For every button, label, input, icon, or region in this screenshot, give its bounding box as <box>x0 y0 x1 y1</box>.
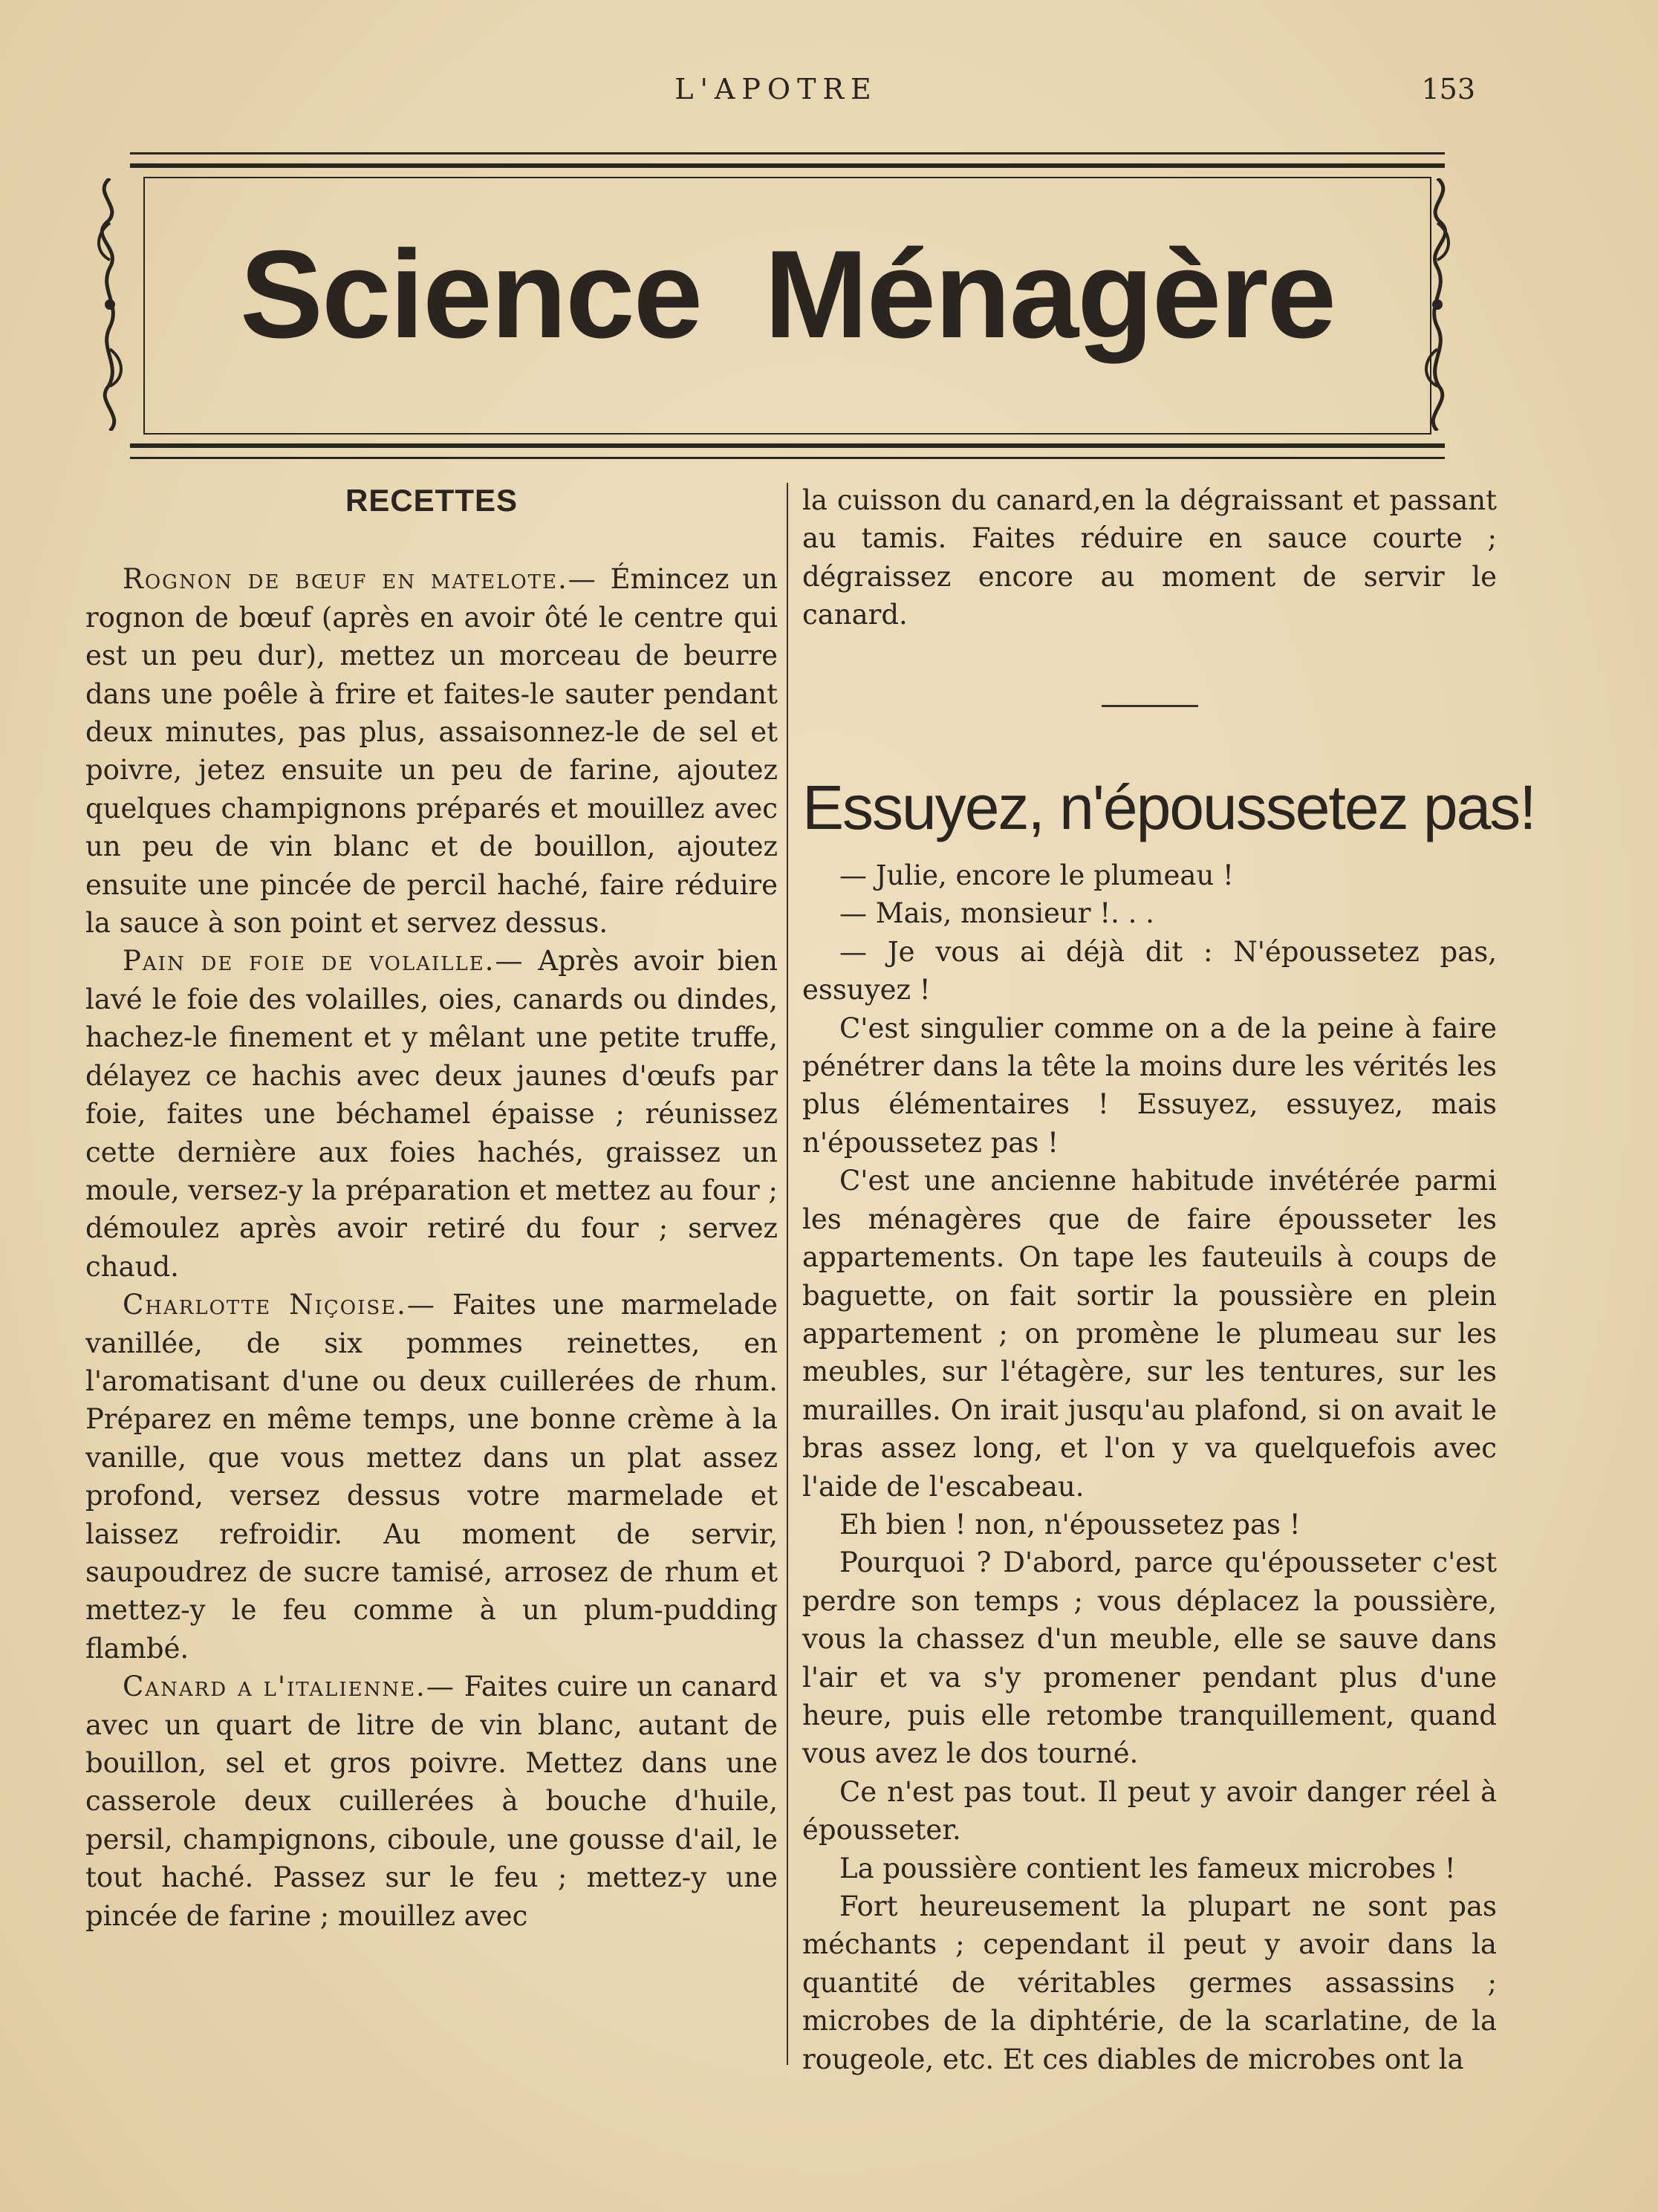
article-paragraph: C'est singulier comme on a de la peine à faire pénétrer dans la tête la moins dure les vérités les plus élémentaires ! Essuyez, essuyez, mais n'époussetez pas ! <box>802 1012 1497 1159</box>
right-column <box>802 481 1535 2078</box>
recipe-paragraph <box>85 1286 778 1668</box>
page-number: 153 <box>1421 73 1475 105</box>
recipe-paragraph <box>85 942 778 1286</box>
recipe-text: Émincez un rognon de bœuf (après en avoir ôté le centre qui est un peu dur), mettez un morceau de beurre dans une poêle à frire et faites-le sauter pendant deux minutes, pas plus, assaisonnez-le de sel et poivre, jetez ensuite un peu de farine, ajoutez quelques champignons préparés et mouillez avec un peu de vin blanc et de bouillon, ajoutez ensuite une pincée de percil haché, faire réduire la sauce à son point et servez dessus. <box>85 563 778 940</box>
recipe-name: Charlotte Niçoise.— <box>123 1289 436 1321</box>
section-title: RECETTES <box>345 483 518 518</box>
article-paragraph: — Je vous ai déjà dit : N'époussetez pas, essuyez ! <box>802 935 1497 1006</box>
article-paragraph: La poussière contient les fameux microbes ! <box>839 1852 1456 1884</box>
left-scroll-ornament <box>88 178 132 431</box>
continued-text: la cuisson du canard,en la dégraissant et passant au tamis. Faites réduire en sauce courte ; dégraissez encore au moment de servir le canard. <box>802 484 1497 631</box>
recipe-text: Après avoir bien lavé le foie des volailles, oies, canards ou dindes, hachez-le finement et y mêlant une petite truffe, délayez ce hachis avec deux jaunes d'œufs par foie, faites une béchamel épaisse ; réunissez cette dernière aux foies hachés, graissez un moule, versez-y la préparation et mettez au four ; démoulez après avoir retiré du four ; servez chaud. <box>85 945 778 1283</box>
recipe-name: Rognon de bœuf en matelote.— <box>123 563 597 596</box>
recipe-name: Canard a l'italienne.— <box>123 1671 455 1703</box>
article-paragraph: Pourquoi ? D'abord, parce qu'épousseter c'est perdre son temps ; vous déplacez la poussière, vous la chassez d'un meuble, elle se sauve dans l'air et va s'y promener pendant plus d'une heure, puis elle retombe tranquillement, quand vous avez le dos tourné. <box>802 1546 1497 1770</box>
article-paragraph: Eh bien ! non, n'époussetez pas ! <box>839 1508 1301 1541</box>
article-paragraph: C'est une ancienne habitude invétérée parmi les ménagères que de faire épousseter les appartements. On tape les fauteuils à coups de baguette, on fait sortir la poussière en plein appartement ; on promène le plumeau sur les meubles, sur l'étagère, sur les tentures, sur les murailles. On irait jusqu'au plafond, si on avait le bras assez long, et l'on y va quelquefois avec l'aide de l'escabeau. <box>802 1165 1497 1503</box>
recipe-text: Faites une marmelade vanillée, de six pommes reinettes, en l'aromatisant d'une ou deux cuillerées de rhum. Préparez en même temps, une bonne crème à la vanille, que vous mettez dans un plat assez profond, versez dessus votre marmelade et laissez refroidir. Au moment de servir, saupoudrez de sucre tamisé, arrosez de rhum et mettez-y le feu comme à un plum-pudding flambé. <box>85 1289 778 1665</box>
article-paragraph: Ce n'est pas tout. Il peut y avoir danger réel à épousseter. <box>802 1775 1497 1847</box>
recipe-paragraph <box>85 1668 778 1935</box>
divider-rule <box>1102 705 1198 707</box>
article-paragraph: Fort heureusement la plupart ne sont pas méchants ; cependant il peut y avoir dans la quantité de véritables germes assassins ; microbes de la diphtérie, de la scarlatine, de la rougeole, etc. Et ces diables de microbes ont la <box>802 1890 1497 2075</box>
column-rule <box>787 483 788 2065</box>
running-head: L'APOTRE <box>674 73 878 105</box>
article-paragraph: — Julie, encore le plumeau ! <box>839 859 1234 892</box>
page-title: Science Ménagère <box>239 224 1336 364</box>
article-title: Essuyez, n'époussetez pas! <box>802 772 1535 842</box>
recipe-paragraph <box>85 560 778 942</box>
recipe-text: Faites cuire un canard avec un quart de litre de vin blanc, autant de bouillon, sel et gros poivre. Mettez dans une casserole deux cuillerées à bouche d'huile, persil, champignons, ciboule, une gousse d'ail, le tout haché. Passez sur le feu ; mettez-y une pincée de farine ; mouillez avec <box>85 1671 778 1932</box>
recipe-name: Pain de foie de volaille.— <box>123 945 524 977</box>
article-paragraph: — Mais, monsieur !. . . <box>839 897 1154 930</box>
left-column <box>85 481 778 1935</box>
